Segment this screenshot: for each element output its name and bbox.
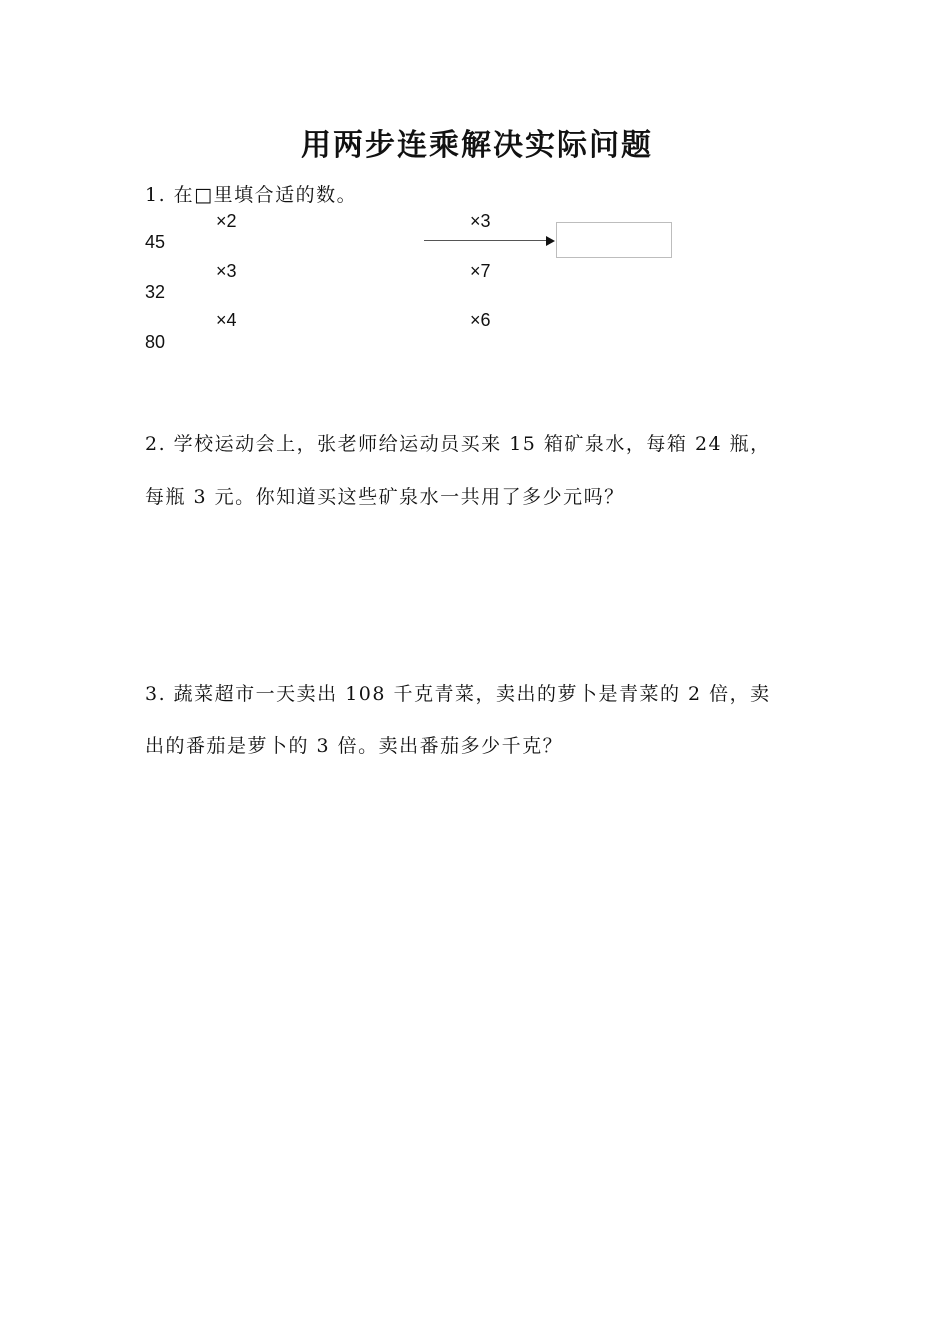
row1-arrow-line [424,240,548,241]
row2-first-multiplier: ×3 [216,261,237,281]
question-1-prompt: 1. 在□里填合适的数。 [145,184,358,206]
page-title: 用两步连乘解决实际问题 [301,128,653,163]
row3-first-multiplier: ×4 [216,310,237,330]
row1-first-multiplier: ×2 [216,211,237,231]
row3-second-multiplier: ×6 [470,310,491,330]
question-3-line-2: 出的番茄是萝卜的 3 倍。卖出番茄多少千克？ [145,735,564,757]
question-2-line-2: 每瓶 3 元。你知道买这些矿泉水一共用了多少元吗？ [145,486,625,508]
arrow-right-icon [546,236,555,246]
row1-start-number: 45 [145,232,166,252]
question-3-line-1: 3. 蔬菜超市一天卖出 108 千克青菜，卖出的萝卜是青菜的 2 倍，卖 [145,683,771,705]
row3-start-number: 80 [145,332,166,352]
row2-start-number: 32 [145,282,166,302]
row2-second-multiplier: ×7 [470,261,491,281]
row1-second-multiplier: ×3 [470,211,491,231]
row1-answer-box[interactable] [556,222,672,258]
question-2-line-1: 2. 学校运动会上，张老师给运动员买来 15 箱矿泉水，每箱 24 瓶， [145,433,771,455]
